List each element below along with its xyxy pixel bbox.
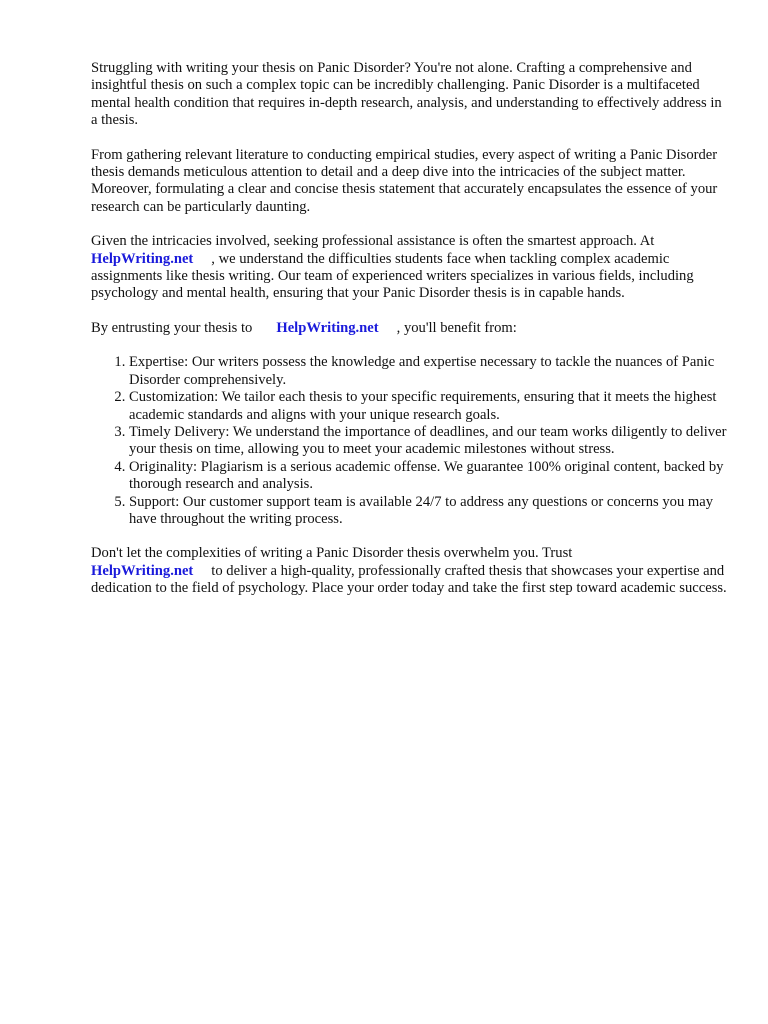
list-item: 1. Expertise: Our writers possess the knowledge and expertise necessary to tackle the nuances of Panic Disorder comprehensively. bbox=[129, 354, 731, 389]
closing-paragraph bbox=[91, 545, 731, 597]
helpwriting-link[interactable]: HelpWriting.net bbox=[276, 319, 379, 336]
list-item: 5. Support: Our customer support team is available 24/7 to address any questions or concerns you may have throughout the writing process. bbox=[129, 494, 731, 529]
assistance-paragraph bbox=[91, 233, 731, 303]
helpwriting-link[interactable]: HelpWriting.net bbox=[91, 562, 194, 579]
list-item: 4. Originality: Plagiarism is a serious academic offense. We guarantee 100% original content, backed by thorough research and analysis. bbox=[129, 459, 731, 494]
closing-text-before: Don't let the complexities of writing a Panic Disorder thesis overwhelm you. Trust bbox=[91, 545, 573, 562]
list-item: 3. Timely Delivery: We understand the importance of deadlines, and our team works diligently to deliver your thesis on time, allowing you to meet your academic milestones without stress. bbox=[129, 424, 731, 459]
document-page bbox=[91, 60, 731, 615]
assistance-text-before: Given the intricacies involved, seeking professional assistance is often the smartest approach. At bbox=[91, 233, 655, 250]
benefits-list bbox=[91, 354, 731, 528]
helpwriting-link[interactable]: HelpWriting.net bbox=[91, 250, 194, 267]
assistance-text-after: , we understand the difficulties students face when tackling complex academic assignments like thesis writing. Our team of experienced writers specializes in various fields, including psychology and mental health, ensuring that your Panic Disorder thesis is in capable hands. bbox=[91, 250, 694, 302]
benefit-intro-before: By entrusting your thesis to bbox=[91, 319, 253, 336]
list-item: 2. Customization: We tailor each thesis to your specific requirements, ensuring that it meets the highest academic standards and aligns with your unique research goals. bbox=[129, 389, 731, 424]
challenges-paragraph: From gathering relevant literature to conducting empirical studies, every aspect of writing a Panic Disorder thesis demands meticulous attention to detail and a deep dive into the intricacies of the subject matter. Moreover, formulating a clear and concise thesis statement that accurately encapsulates the essence of your research can be particularly daunting. bbox=[91, 146, 718, 215]
closing-text-after: to deliver a high-quality, professionally crafted thesis that showcases your expertise and dedication to the field of psychology. Place your order today and take the first step toward academic success. bbox=[91, 562, 727, 597]
benefit-intro-paragraph bbox=[91, 320, 731, 337]
benefit-intro-after: , you'll benefit from: bbox=[396, 319, 517, 336]
intro-paragraph: Struggling with writing your thesis on Panic Disorder? You're not alone. Crafting a comprehensive and insightful thesis on such a complex topic can be incredibly challenging. Panic Disorder is a multifaceted mental health condition that requires in-depth research, analysis, and understanding to effectively address in a thesis. bbox=[91, 60, 722, 129]
